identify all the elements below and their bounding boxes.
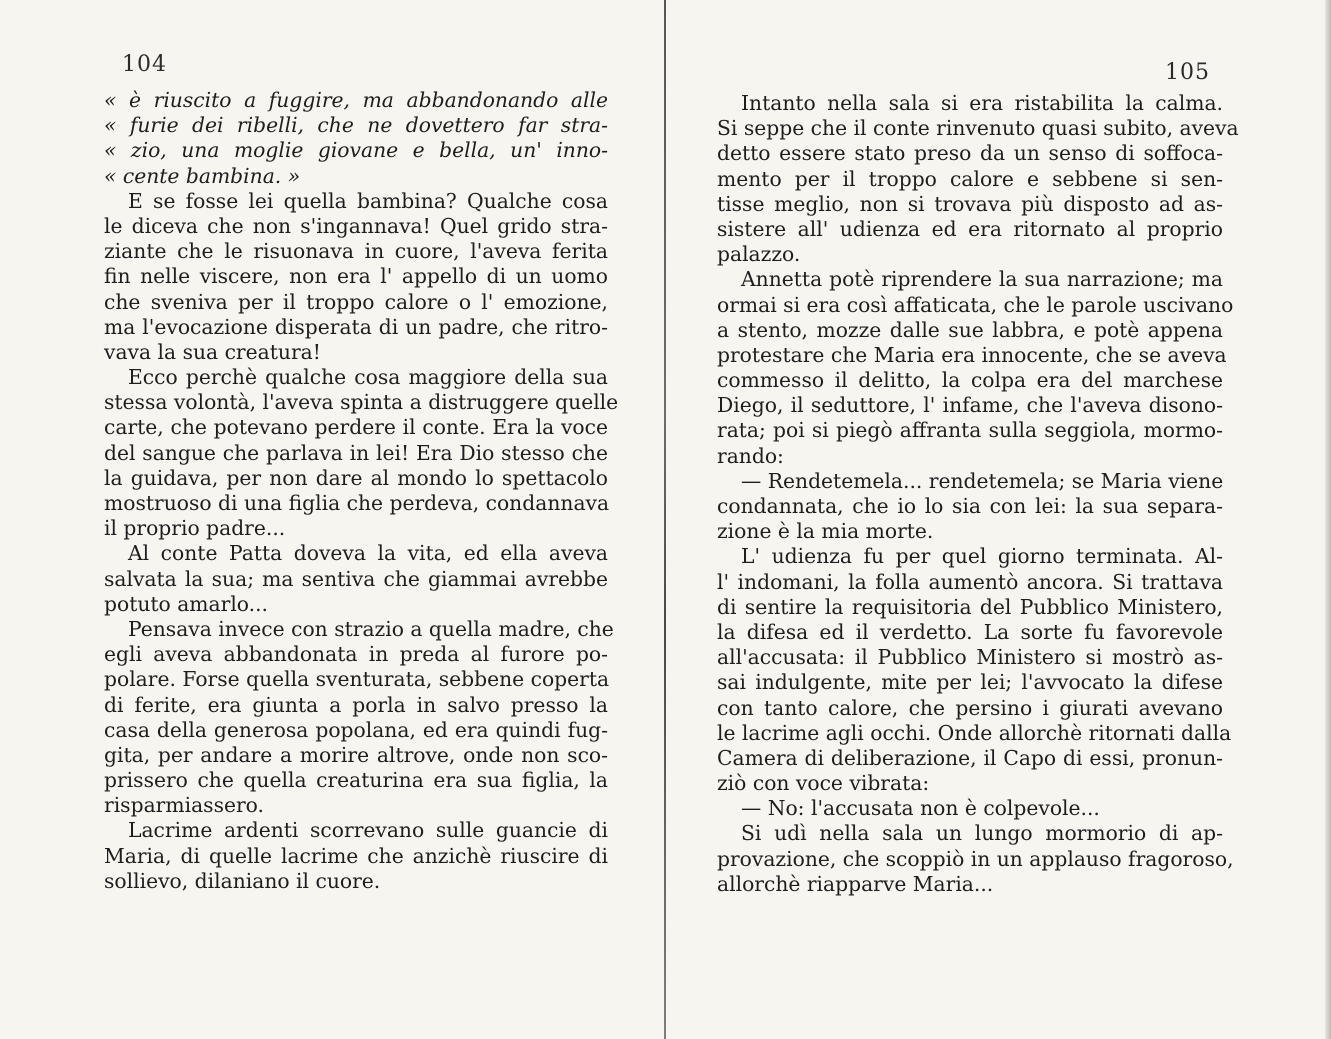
text-line: egli aveva abbandonata in preda al furore po- [104, 642, 608, 667]
text-line: provazione, che scoppiò in un applauso fragoroso, [717, 846, 1234, 871]
text-line: la difesa ed il verdetto. La sorte fu favorevole [717, 619, 1223, 644]
text-line: Annetta potè riprendere la sua narrazione; ma [741, 267, 1223, 292]
text-line: ma l'evocazione disperata di un padre, che ritro- [104, 314, 608, 339]
text-line: tisse meglio, non si trovava più disposto ad as- [717, 191, 1223, 216]
text-line: protestare che Maria era innocente, che se aveva [717, 342, 1227, 367]
text-line: sistere all' udienza ed era ritornato al proprio [717, 216, 1223, 241]
text-line: polare. Forse quella sventurata, sebbene coperta [104, 667, 610, 692]
left-page-text [104, 88, 619, 894]
text-line: zione è la mia morte. [717, 519, 934, 544]
text-line: — Rendetemela... rendetemela; se Maria viene [741, 468, 1224, 493]
text-line: E se fosse lei quella bambina? Qualche cosa [128, 188, 608, 213]
text-line: « è riuscito a fuggire, ma abbandonando alle [104, 88, 608, 112]
book-gutter [664, 0, 666, 1039]
text-line: « cente bambina. » [104, 163, 301, 188]
text-line: Intanto nella sala si era ristabilita la calma. [741, 91, 1223, 115]
text-line: Si udì nella sala un lungo mormorio di ap- [741, 821, 1223, 846]
text-line: allorchè riapparve Maria... [717, 871, 994, 896]
text-line: rata; poi si piegò affranta sulla seggiola, mormo- [717, 418, 1223, 443]
text-line: di sentire la requisitoria del Pubblico Ministero, [717, 594, 1223, 619]
text-line: con tanto calore, che persino i giurati avevano [717, 695, 1223, 720]
text-line: il proprio padre... [104, 516, 286, 541]
text-line: di ferite, era giunta a porla in salvo presso la [104, 692, 608, 717]
text-line: palazzo. [717, 242, 801, 267]
text-line: carte, che potevano perdere il conte. Era la voce [104, 415, 608, 440]
text-line: — No: l'accusata non è colpevole... [741, 796, 1100, 821]
text-line: Ecco perchè qualche cosa maggiore della sua [128, 365, 608, 390]
text-line: L' udienza fu per quel giorno terminata. Al- [741, 544, 1223, 569]
text-line: Al conte Patta doveva la vita, ed ella aveva [128, 541, 608, 566]
right-page-text [717, 91, 1239, 897]
text-line: « furie dei ribelli, che ne dovettero far stra- [104, 113, 608, 138]
text-line: « zio, una moglie giovane e bella, un' inno- [104, 138, 608, 163]
text-line: le lacrime agli occhi. Onde allorchè ritornati dalla [717, 720, 1232, 745]
text-line: ziante che le risuonava in cuore, l'aveva ferita [104, 239, 608, 264]
text-line: mento per il troppo calore e sebbene si sen- [717, 166, 1223, 191]
text-line: la guidava, per non dare al mondo lo spettacolo [104, 465, 608, 490]
left-page [0, 0, 664, 1039]
text-line: che sveniva per il troppo calore o l' emozione, [104, 289, 608, 314]
text-line: del sangue che parlava in lei! Era Dio stesso che [104, 440, 608, 465]
text-line: potuto amarlo... [104, 591, 269, 616]
text-line: fin nelle viscere, non era l' appello di un uomo [104, 264, 608, 289]
text-line: le diceva che non s'ingannava! Quel grido stra- [104, 213, 608, 238]
text-line: salvata la sua; ma sentiva che giammai avrebbe [104, 566, 608, 591]
text-line: prissero che quella creaturina era sua figlia, la [104, 768, 608, 793]
text-line: Si seppe che il conte rinvenuto quasi subito, aveva [717, 116, 1239, 141]
text-line: l' indomani, la folla aumentò ancora. Si trattava [717, 569, 1223, 594]
text-line: sai indulgente, mite per lei; l'avvocato la difese [717, 670, 1223, 695]
text-line: vava la sua creatura! [104, 339, 321, 364]
text-line: Lacrime ardenti scorrevano sulle guancie di [128, 818, 608, 843]
text-line: Diego, il seduttore, l' infame, che l'aveva disono- [717, 393, 1223, 418]
page-edge [1325, 0, 1331, 1039]
text-line: all'accusata: il Pubblico Ministero si mostrò as- [717, 645, 1223, 670]
text-line: ormai si era così affaticata, che le parole uscivano [717, 292, 1234, 317]
text-line: casa della generosa popolana, ed era quindi fug- [104, 717, 608, 742]
text-line: detto essere stato preso da un senso di soffoca- [717, 141, 1223, 166]
text-line: Camera di deliberazione, il Capo di essi, pronun- [717, 745, 1223, 770]
page-number-left: 104 [122, 52, 167, 77]
text-line: condannata, che io lo sia con lei: la sua separa- [717, 494, 1223, 518]
text-line: gita, per andare a morire altrove, onde non sco- [104, 742, 608, 767]
text-line: stessa volontà, l'aveva spinta a distruggere quelle [104, 390, 619, 415]
text-line: mostruoso di una figlia che perdeva, condannava [104, 491, 610, 515]
text-line: rando: [717, 443, 784, 468]
page-number-right: 105 [1165, 60, 1210, 85]
text-line: a stento, mozze dalle sue labbra, e potè appena [717, 317, 1223, 342]
text-line: ziò con voce vibrata: [717, 771, 930, 796]
text-line: Maria, di quelle lacrime che anzichè riuscire di [104, 843, 608, 868]
right-page [667, 0, 1325, 1039]
text-line: sollievo, dilaniano il cuore. [104, 868, 381, 893]
text-line: risparmiassero. [104, 793, 264, 818]
text-line: Pensava invece con strazio a quella madre, che [128, 616, 614, 641]
text-line: commesso il delitto, la colpa era del marchese [717, 368, 1223, 393]
